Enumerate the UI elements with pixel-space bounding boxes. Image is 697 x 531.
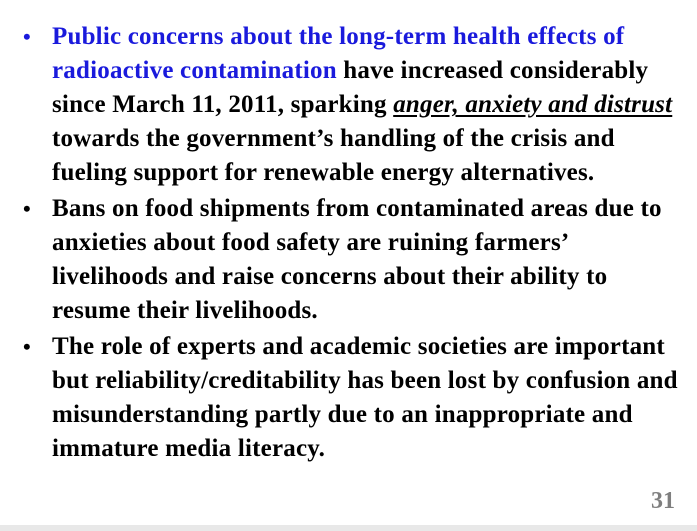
bottom-divider bbox=[0, 525, 697, 531]
bullet-text: have increased considerably since March 11, 2011, sparking bbox=[52, 57, 649, 118]
slide-number: 31 bbox=[651, 488, 675, 514]
bullet-text: towards the government’s handling of the crisis and fueling support for renewable energy alternatives. bbox=[52, 125, 615, 186]
bullet-marker: • bbox=[23, 24, 31, 49]
bullet-marker: • bbox=[23, 334, 31, 359]
bullet-list bbox=[22, 20, 682, 468]
bullet-marker: • bbox=[23, 196, 31, 221]
bullet-item-public-concerns bbox=[22, 20, 682, 190]
bullet-text: Bans on food shipments from contaminated areas due to anxieties about food safety are ruining farmers’ livelihoods and raise concerns about their ability to resume their livelihoods. bbox=[52, 195, 662, 324]
highlighted-text: Public concerns about the long-term health effects of radioactive contamination bbox=[52, 23, 625, 84]
bullet-text: The role of experts and academic societies are important but reliability/creditability has been lost by confusion and misunderstanding partly due to an inappropriate and immature media literacy. bbox=[52, 333, 678, 462]
bullet-item-experts-role bbox=[22, 330, 682, 466]
bullet-item-food-bans bbox=[22, 192, 682, 328]
emphasized-text: anger, anxiety and distrust bbox=[393, 91, 673, 118]
